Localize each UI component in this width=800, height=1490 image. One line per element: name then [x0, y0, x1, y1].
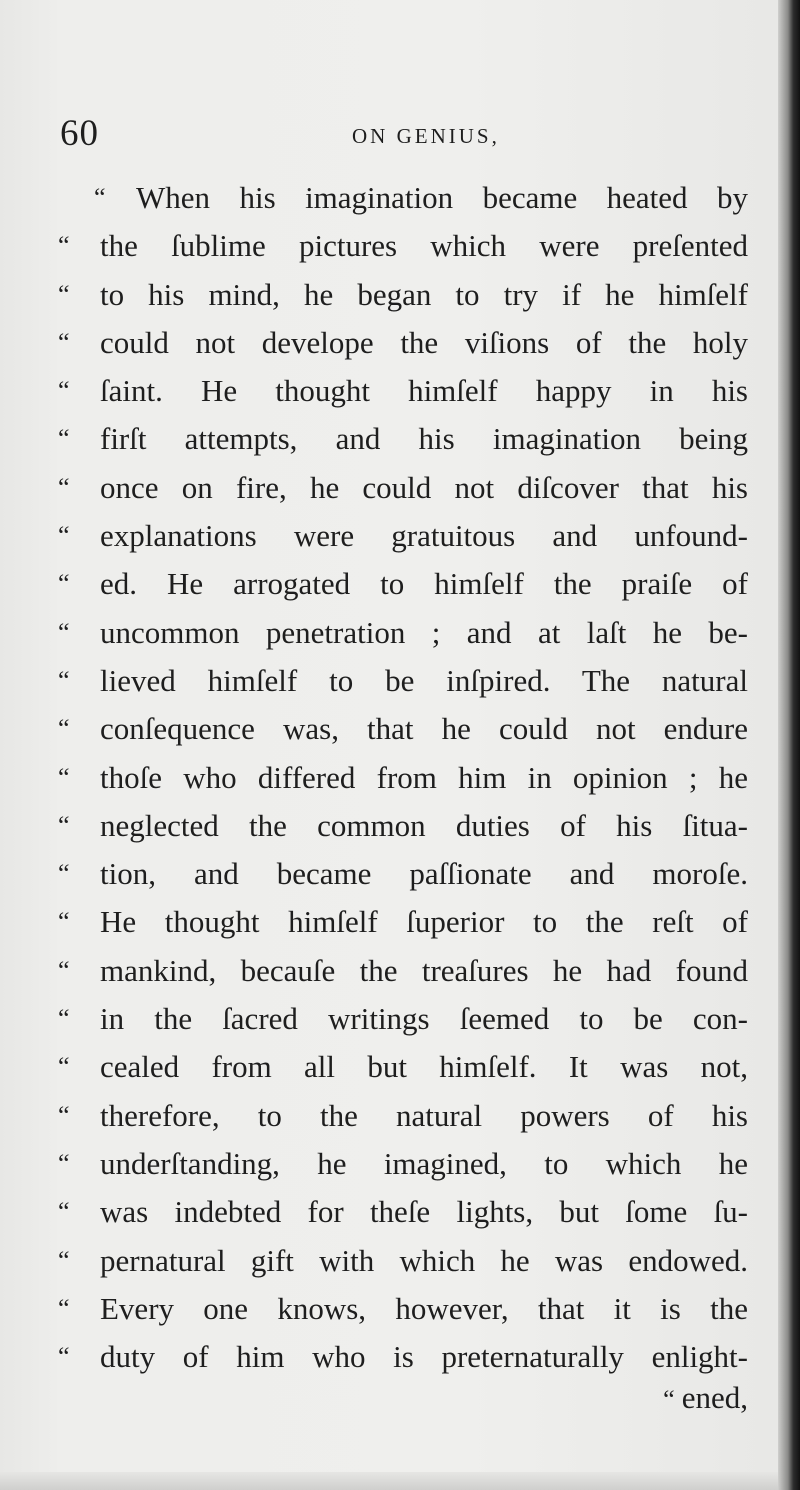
line-text: underſtanding, he imagined, to which he: [100, 1145, 748, 1181]
quote-mark: “: [58, 859, 67, 889]
text-line: [58, 1289, 748, 1337]
text-line: [58, 1096, 748, 1144]
line-text: mankind, becauſe the treaſures he had found: [100, 952, 748, 988]
text-line: [58, 999, 748, 1047]
text-line: [58, 468, 748, 516]
line-text: in the ſacred writings ſeemed to be con-: [100, 1001, 748, 1037]
catchword-quote-mark: “: [663, 1385, 672, 1414]
line-text: tion, and became paſſionate and moroſe.: [100, 856, 748, 892]
quote-mark: “: [58, 424, 67, 454]
line-text: could not develope the viſions of the holy: [100, 324, 748, 360]
quote-mark: “: [58, 1293, 67, 1323]
page-bottom-edge: [0, 1472, 778, 1490]
line-text: once on fire, he could not diſcover that his: [100, 469, 748, 505]
line-text: explanations were gratuitous and unfound-: [100, 518, 748, 554]
quote-mark: “: [58, 472, 67, 502]
quote-mark: “: [58, 907, 67, 937]
line-text: lieved himſelf to be inſpired. The natural: [100, 662, 748, 698]
line-text: duty of him who is preternaturally enlight-: [100, 1339, 748, 1375]
text-line: [58, 854, 748, 902]
line-text: to his mind, he began to try if he himſelf: [100, 276, 748, 312]
line-text: neglected the common duties of his ſitua-: [100, 807, 748, 843]
line-text: ed. He arrogated to himſelf the praiſe of: [100, 566, 748, 602]
quote-mark: “: [58, 1100, 67, 1130]
text-line: [58, 806, 748, 854]
line-text: Every one knows, however, that it is the: [100, 1290, 748, 1326]
line-text: ſaint. He thought himſelf happy in his: [100, 373, 748, 409]
text-line: [58, 1241, 748, 1289]
quote-mark: “: [58, 1342, 67, 1372]
line-text: the ſublime pictures which were preſented: [100, 228, 748, 264]
text-line: [58, 275, 748, 323]
text-line: [58, 758, 748, 806]
text-line: [58, 178, 748, 226]
text-line: [58, 323, 748, 371]
quote-mark: “: [58, 279, 67, 309]
line-text: thoſe who differed from him in opinion ; he: [100, 759, 748, 795]
text-line: [58, 1047, 748, 1095]
line-text: He thought himſelf ſuperior to the reſt of: [100, 904, 748, 940]
line-text: When his imagination became heated by: [136, 180, 748, 215]
text-line: [58, 516, 748, 564]
quote-mark: “: [58, 955, 67, 985]
quote-mark: “: [58, 1052, 67, 1082]
quote-mark: “: [58, 714, 67, 744]
text-line: [58, 419, 748, 467]
quote-mark: “: [58, 1197, 67, 1227]
quote-mark: “: [58, 617, 67, 647]
text-line: [58, 226, 748, 274]
catchword-text: ened,: [681, 1380, 748, 1415]
quote-mark: “: [58, 1004, 67, 1034]
quote-mark: “: [58, 665, 67, 695]
text-line: [58, 661, 748, 709]
running-head: ON GENIUS,: [352, 124, 500, 148]
quote-mark: “: [58, 1148, 67, 1178]
line-text: uncommon penetration ; and at laſt he be-: [100, 614, 748, 650]
quote-mark: “: [58, 1245, 67, 1275]
text-line: [58, 709, 748, 757]
line-text: cealed from all but himſelf. It was not,: [100, 1049, 748, 1085]
quote-mark: “: [58, 231, 67, 261]
quote-mark: “: [94, 183, 103, 212]
quote-mark: “: [58, 376, 67, 406]
line-text: conſequence was, that he could not endure: [100, 711, 748, 747]
book-spine-shadow: [778, 0, 800, 1490]
text-line: [58, 1144, 748, 1192]
text-line: [58, 902, 748, 950]
line-text: pernatural gift with which he was endowed.: [100, 1242, 748, 1278]
quote-mark: “: [58, 810, 67, 840]
quote-mark: “: [58, 521, 67, 551]
line-text: was indebted for theſe lights, but ſome ſu-: [100, 1194, 748, 1230]
quote-mark: “: [58, 569, 67, 599]
text-line: [58, 371, 748, 419]
line-text: therefore, to the natural powers of his: [100, 1097, 748, 1133]
catchword: [663, 1380, 748, 1416]
body-text: [58, 178, 748, 1385]
line-text: firſt attempts, and his imagination being: [100, 421, 748, 457]
text-line: [58, 1192, 748, 1240]
quote-mark: “: [58, 327, 67, 357]
text-line: [58, 613, 748, 661]
page-number: 60: [60, 113, 99, 154]
text-line: [58, 564, 748, 612]
text-line: [58, 1337, 748, 1385]
text-line: [58, 951, 748, 999]
quote-mark: “: [58, 762, 67, 792]
